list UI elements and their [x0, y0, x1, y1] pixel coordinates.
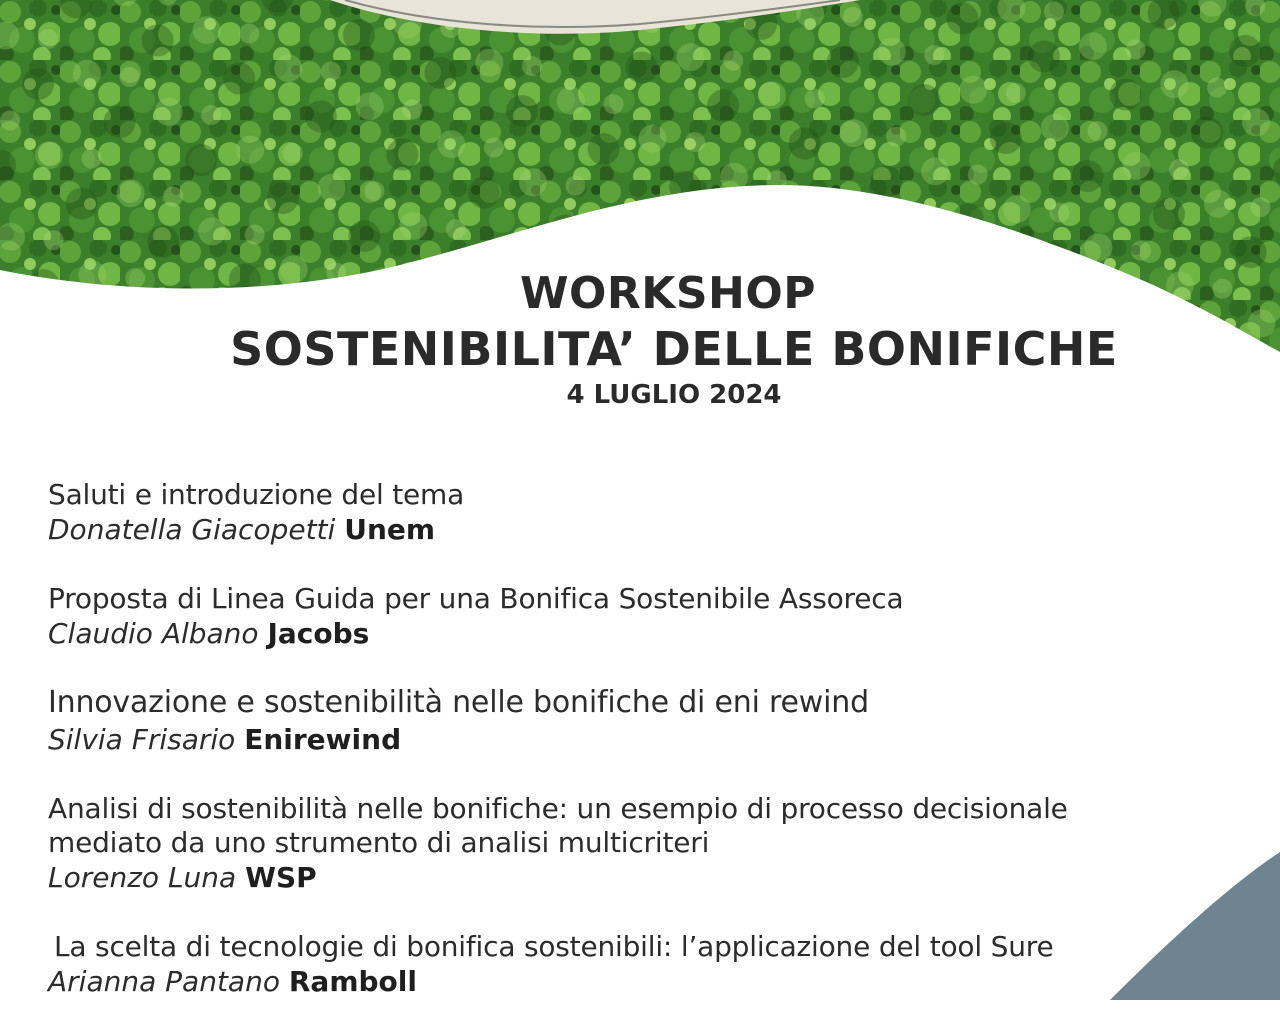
agenda-item: [48, 478, 1148, 548]
speaker-org: Unem: [344, 513, 436, 546]
agenda-speaker-line: [48, 964, 1148, 1000]
agenda-speaker-line: [48, 512, 1148, 548]
agenda-item: [48, 792, 1148, 896]
agenda-speaker-line: [48, 722, 1148, 758]
speaker-org: WSP: [245, 861, 317, 894]
speaker-name: Donatella Giacopetti: [48, 513, 336, 546]
agenda-topic: Innovazione e sostenibilità nelle bonifiche di eni rewind: [48, 685, 869, 720]
agenda-item: [48, 930, 1148, 1000]
title-line-2: SOSTENIBILITA’ DELLE BONIFICHE: [230, 322, 1118, 376]
speaker-name: Lorenzo Luna: [48, 861, 237, 894]
agenda-topic-line-1: Analisi di sostenibilità nelle bonifiche: un esempio di processo decisionale: [48, 792, 1068, 825]
speaker-org: Jacobs: [267, 617, 370, 650]
speaker-name: Silvia Frisario: [48, 723, 236, 756]
agenda-topic: Saluti e introduzione del tema: [48, 478, 465, 511]
speaker-org: Enirewind: [244, 723, 402, 756]
speaker-name: Claudio Albano: [48, 617, 259, 650]
agenda-topic: La scelta di tecnologie di bonifica sostenibili: l’applicazione del tool Sure: [54, 930, 1054, 963]
agenda-topic: Proposta di Linea Guida per una Bonifica Sostenibile Assoreca: [48, 582, 904, 615]
agenda-item: [48, 684, 1148, 758]
agenda-topic-line-2: mediato da uno strumento di analisi multicriteri: [48, 826, 710, 859]
agenda-list: [48, 478, 1148, 1034]
speaker-org: Ramboll: [288, 965, 417, 998]
speaker-name: Arianna Pantano: [48, 965, 280, 998]
agenda-speaker-line: [48, 616, 1148, 652]
title-line-1: WORKSHOP: [519, 268, 817, 319]
agenda-item: [48, 582, 1148, 652]
event-date: 4 LUGLIO 2024: [566, 380, 782, 410]
agenda-speaker-line: [48, 860, 1148, 896]
